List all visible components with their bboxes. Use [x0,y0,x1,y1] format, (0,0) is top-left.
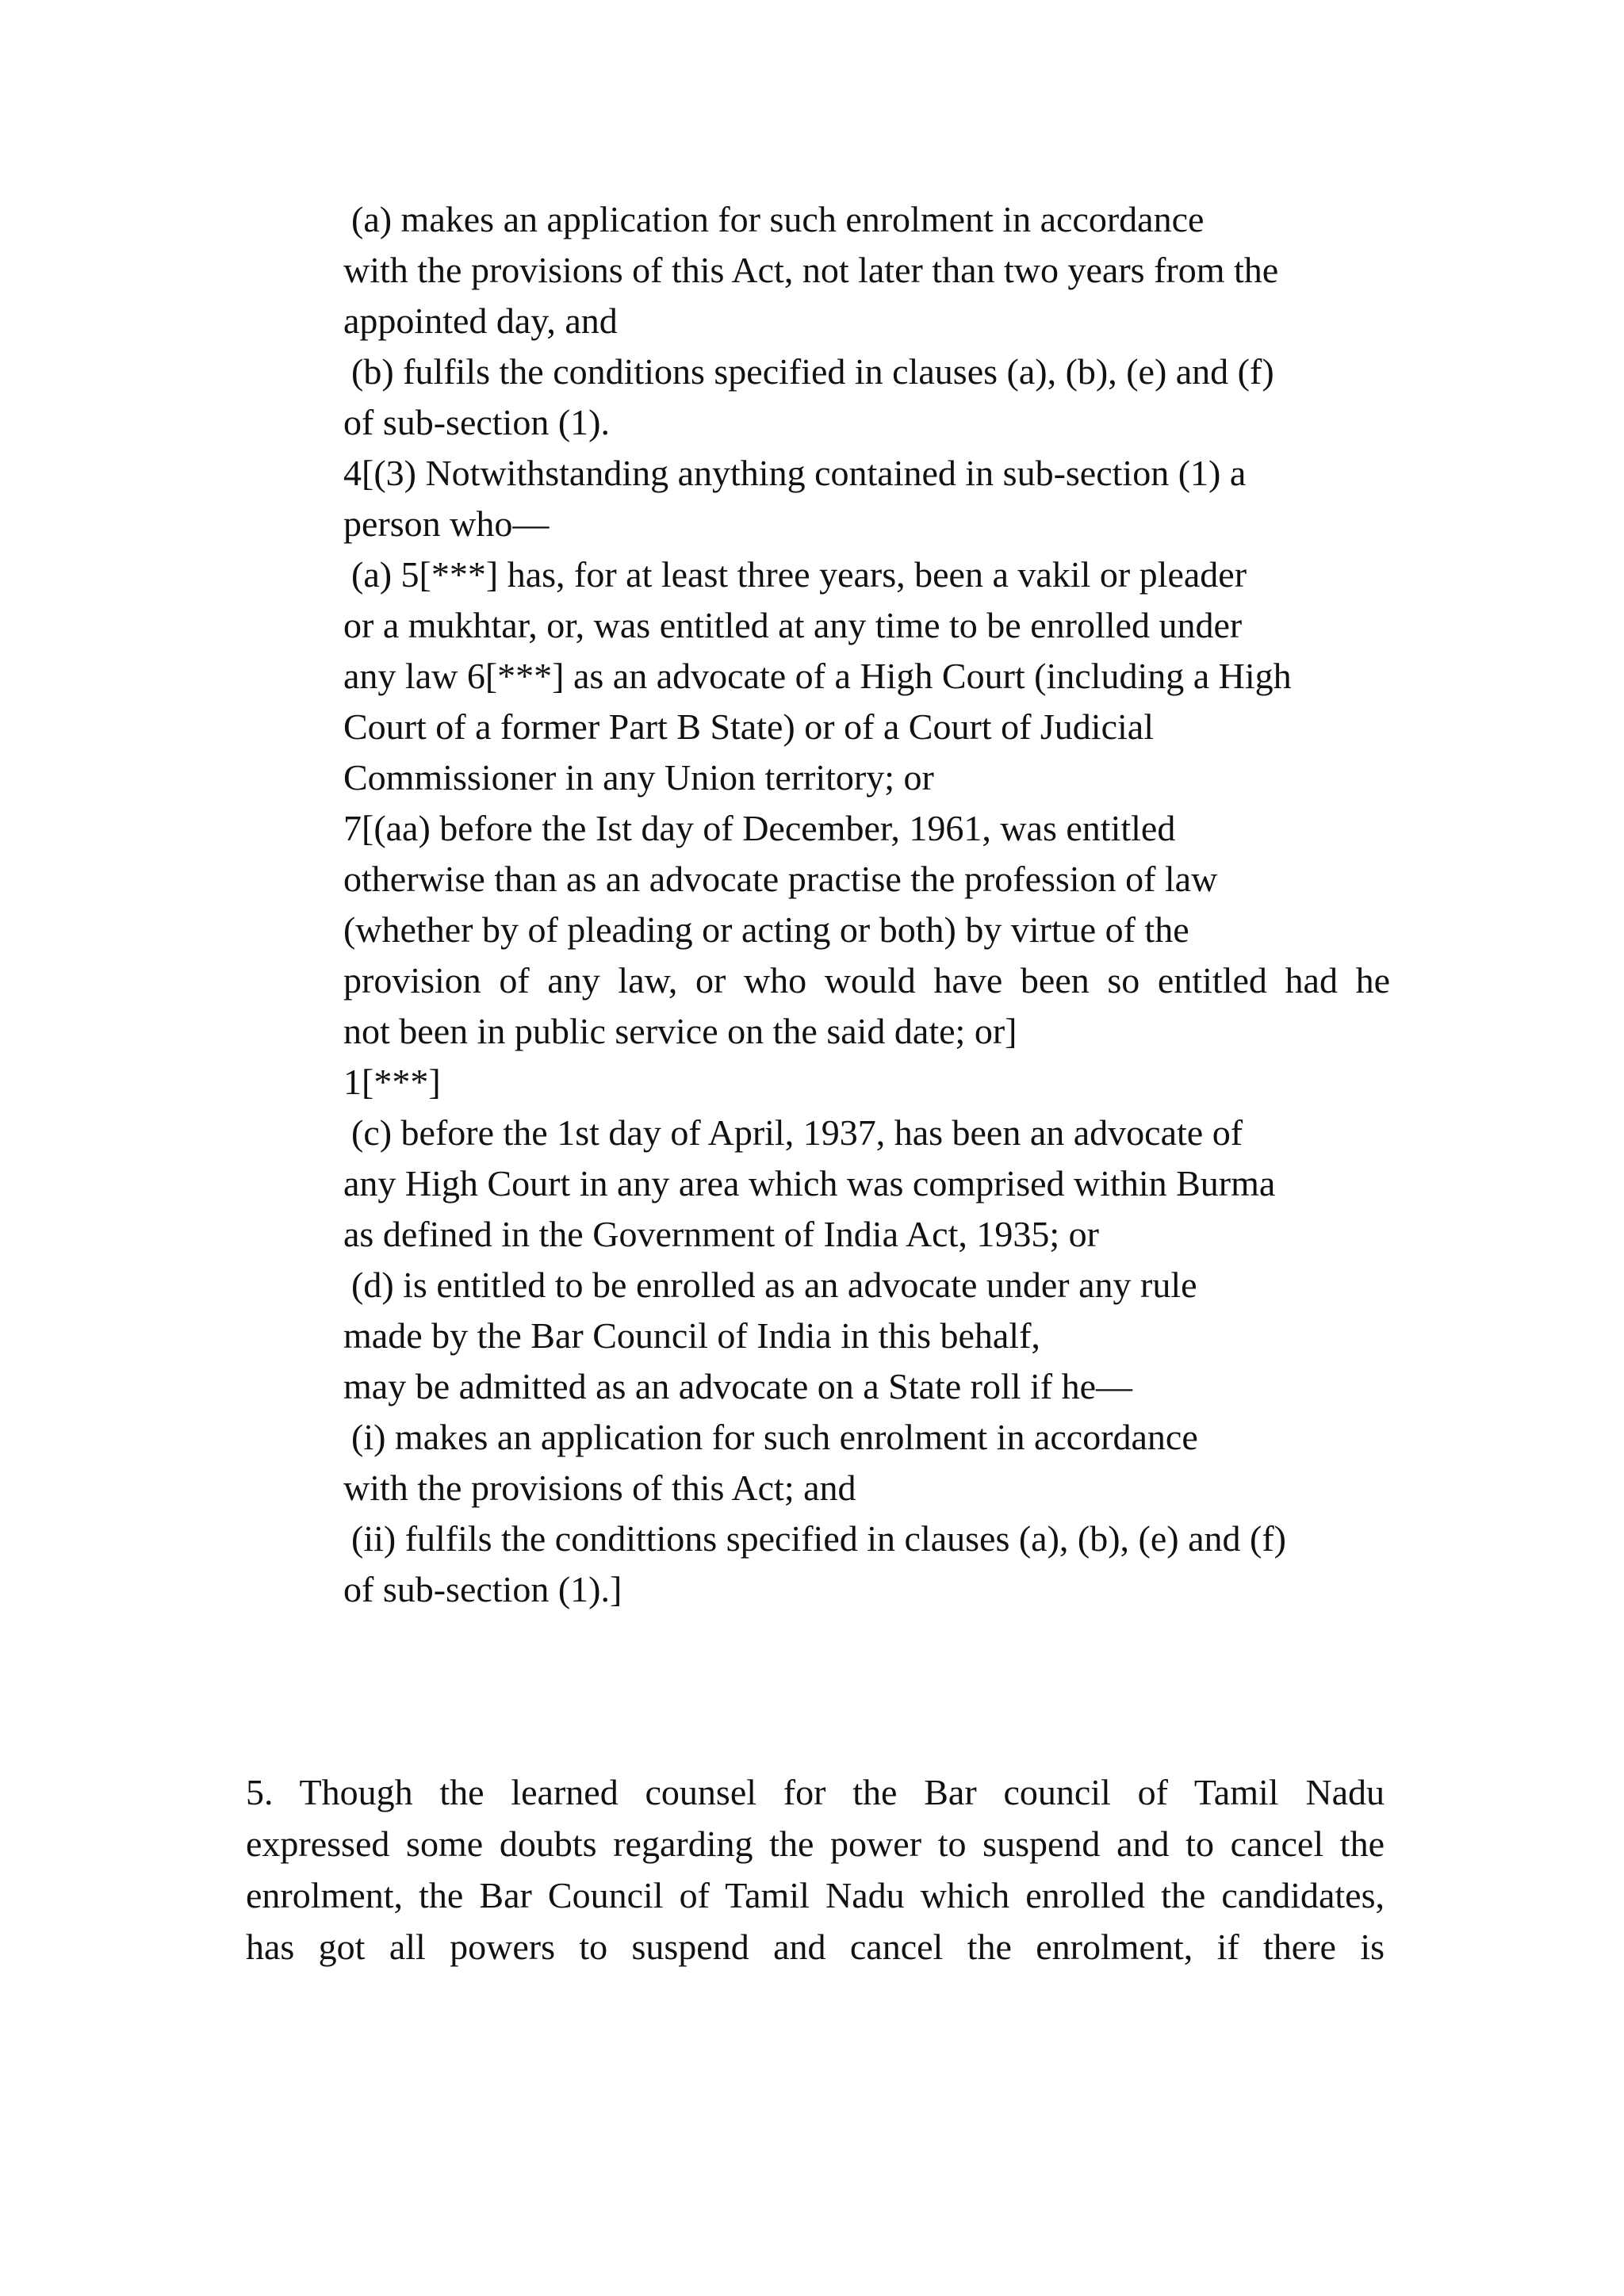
quote-line: 1[***] [343,1062,441,1102]
quote-line: with the provisions of this Act, not later than two years from the [343,250,1279,290]
quote-line: (i) makes an application for such enrolment in accordance [351,1417,1198,1457]
quote-line: appointed day, and [343,300,618,341]
paragraph-line: enrolment, the Bar Council of Tamil Nadu which enrolled the candidates, [246,1875,1385,1915]
quote-line: as defined in the Government of India Act, 1935; or [343,1214,1099,1254]
quote-line: may be admitted as an advocate on a State roll if he— [343,1366,1133,1406]
quote-line: 4[(3) Notwithstanding anything contained in sub-section (1) a [343,453,1247,493]
quote-line: provision of any law, or who would have been so entitled had he [343,960,1390,1001]
quote-line: (a) 5[***] has, for at least three years, been a vakil or pleader [351,554,1247,595]
quote-line: Court of a former Part B State) or of a Court of Judicial [343,706,1154,747]
quote-line: (whether by of pleading or acting or both) by virtue of the [343,909,1189,950]
quote-line: 7[(aa) before the Ist day of December, 1961, was entitled [343,808,1176,848]
quote-line: (a) makes an application for such enrolment in accordance [351,199,1205,239]
quote-line: made by the Bar Council of India in this behalf, [343,1315,1040,1356]
quoted-provision [343,194,1390,1615]
quote-line: any High Court in any area which was comprised within Burma [343,1163,1276,1203]
quote-line: (b) fulfils the conditions specified in clauses (a), (b), (e) and (f) [351,351,1274,392]
paragraph-line: expressed some doubts regarding the power to suspend and to cancel the [246,1823,1385,1864]
quote-line: with the provisions of this Act; and [343,1468,856,1508]
paragraph-5 [246,1766,1385,1973]
quote-line: (ii) fulfils the condittions specified in clauses (a), (b), (e) and (f) [351,1518,1286,1559]
paragraph-line: has got all powers to suspend and cancel the enrolment, if there is [246,1927,1385,1967]
quote-line: not been in public service on the said date; or] [343,1011,1017,1051]
quote-line: any law 6[***] as an advocate of a High Court (including a High [343,656,1292,696]
quote-line: Commissioner in any Union territory; or [343,757,934,798]
quote-line: (c) before the 1st day of April, 1937, has been an advocate of [351,1112,1243,1153]
paragraph-line: 5. Though the learned counsel for the Bar council of Tamil Nadu [246,1772,1385,1812]
quote-line: of sub-section (1).] [343,1569,622,1609]
quote-line: person who— [343,503,550,544]
quote-line: (d) is entitled to be enrolled as an advocate under any rule [351,1265,1197,1305]
quote-line: of sub-section (1). [343,402,610,442]
quote-line: otherwise than as an advocate practise the profession of law [343,859,1218,899]
quote-line: or a mukhtar, or, was entitled at any time to be enrolled under [343,605,1243,645]
